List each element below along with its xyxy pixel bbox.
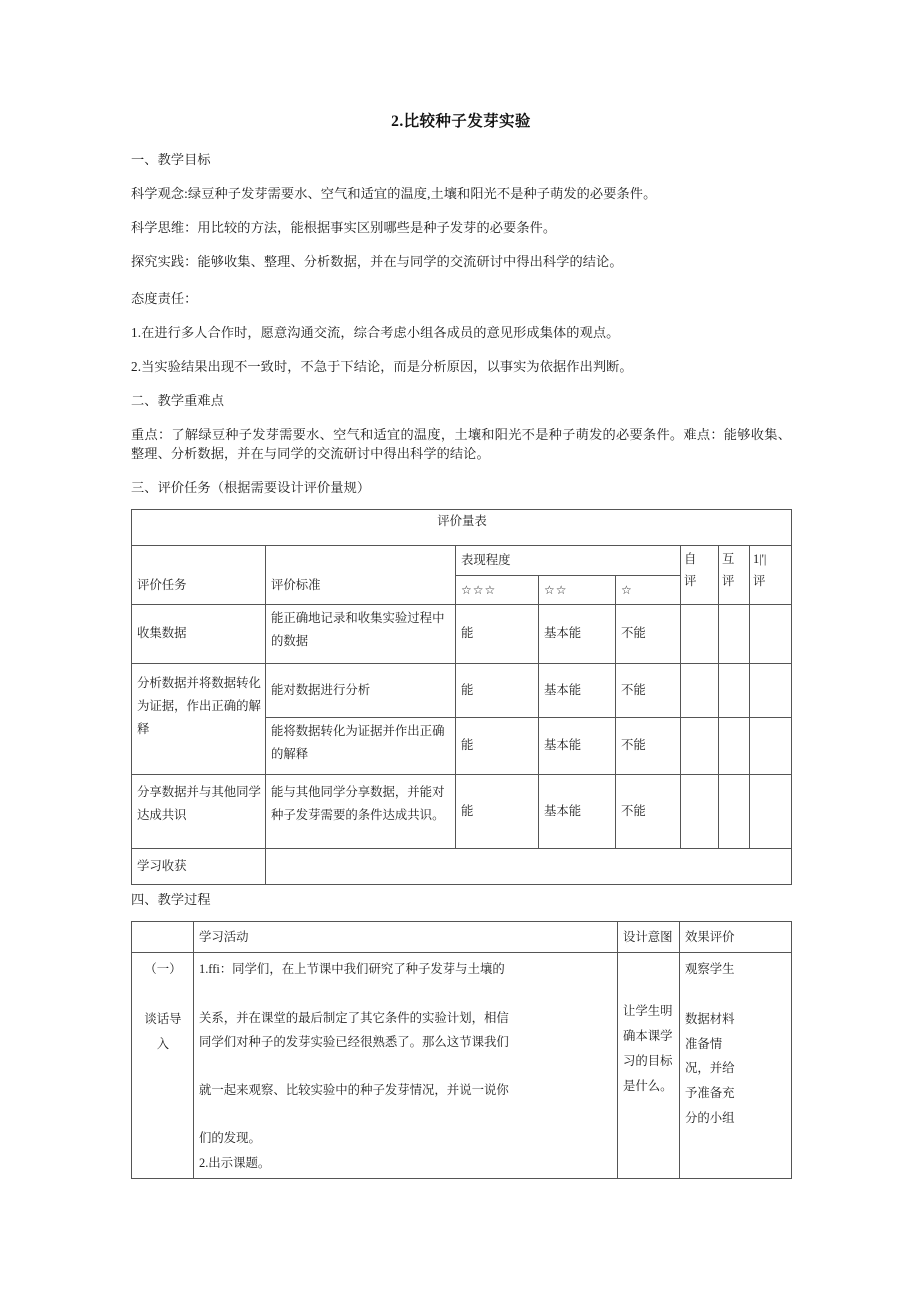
process-intent-cell bbox=[618, 953, 680, 1179]
header-self-eval-line2: 评 bbox=[684, 573, 697, 588]
rubric-teacher-1[interactable] bbox=[750, 663, 792, 717]
process-effect-line-2: 数据材料 bbox=[685, 1011, 735, 1026]
process-intent-line-3: 习的目标 bbox=[623, 1053, 673, 1068]
header-peer-eval-line1: 互 bbox=[722, 551, 735, 566]
rubric-teacher-3[interactable] bbox=[750, 774, 792, 848]
header-teacher-eval bbox=[750, 545, 792, 604]
process-stage-line3: 入 bbox=[156, 1036, 170, 1051]
header-teacher-eval-line1: 1|'| bbox=[753, 551, 767, 566]
rubric-self-3[interactable] bbox=[681, 774, 719, 848]
header-criteria: 评价标准 bbox=[266, 545, 456, 604]
rubric-task-1: 分析数据并将数据转化为证据，作出正确的解释 bbox=[132, 663, 266, 774]
process-activity-line-4: 就一起来观察、比较实验中的种子发芽情况，并说一说你 bbox=[199, 1083, 509, 1098]
rubric-low-1: 不能 bbox=[616, 663, 681, 717]
rubric-high-2: 能 bbox=[456, 717, 539, 774]
rubric-peer-0[interactable] bbox=[719, 605, 750, 664]
table-row-header bbox=[132, 921, 792, 953]
process-stage-line1: （一） bbox=[144, 962, 182, 977]
header-peer-eval-line2: 评 bbox=[722, 573, 735, 588]
process-header-intent: 设计意图 bbox=[618, 921, 680, 953]
rubric-high-0: 能 bbox=[456, 605, 539, 664]
process-table bbox=[131, 921, 792, 1179]
section-heading-process: 四、教学过程 bbox=[131, 891, 211, 907]
table-row-header bbox=[132, 545, 792, 575]
rubric-table bbox=[131, 509, 792, 885]
rubric-criteria-2: 能将数据转化为证据并作出正确的解释 bbox=[266, 717, 456, 774]
process-activity-cell bbox=[194, 953, 618, 1179]
page-title: 2.比较种子发芽实验 bbox=[391, 113, 531, 130]
objective-science-thinking: 科学思维：用比较的方法，能根据事实区别哪些是种子发芽的必要条件。 bbox=[131, 219, 557, 235]
section-heading-objectives: 一、教学目标 bbox=[131, 152, 211, 168]
rubric-caption: 评价量表 bbox=[132, 509, 792, 545]
header-performance: 表现程度 bbox=[456, 545, 681, 575]
rubric-task-0: 收集数据 bbox=[132, 605, 266, 664]
level-low-stars: ☆ bbox=[616, 575, 681, 604]
header-task: 评价任务 bbox=[132, 545, 266, 604]
process-intent-line-2: 确本课学 bbox=[623, 1028, 673, 1043]
rubric-peer-3[interactable] bbox=[719, 774, 750, 848]
rubric-mid-0: 基本能 bbox=[539, 605, 616, 664]
header-self-eval bbox=[681, 545, 719, 604]
process-effect-line-1: 观察学生 bbox=[685, 962, 735, 977]
process-intent-line-4: 是什么。 bbox=[623, 1078, 673, 1093]
table-row bbox=[132, 953, 792, 1179]
rubric-peer-1[interactable] bbox=[719, 663, 750, 717]
rubric-self-2[interactable] bbox=[681, 717, 719, 774]
rubric-teacher-2[interactable] bbox=[750, 717, 792, 774]
process-activity-line-1: 1.ffi：同学们，在上节课中我们研究了种子发芽与土壤的 bbox=[199, 962, 505, 977]
table-row-footer bbox=[132, 848, 792, 884]
rubric-high-1: 能 bbox=[456, 663, 539, 717]
document-content bbox=[131, 0, 791, 1179]
process-effect-line-4: 况，并给 bbox=[685, 1061, 735, 1076]
process-activity-line-6: 2.出示课题。 bbox=[199, 1155, 271, 1170]
header-peer-eval bbox=[719, 545, 750, 604]
process-effect-line-6: 分的小组 bbox=[685, 1111, 735, 1125]
rubric-low-3: 不能 bbox=[616, 774, 681, 848]
process-stage-line2: 谈话导 bbox=[144, 1011, 182, 1026]
objective-science-concept: 科学观念:绿豆种子发芽需要水、空气和适宜的温度,土壤和阳光不是种子萌发的必要条件。 bbox=[131, 185, 657, 201]
process-intent-line-1: 让学生明 bbox=[623, 1004, 673, 1019]
objective-inquiry-practice: 探究实践：能够收集、整理、分析数据，并在与同学的交流研讨中得出科学的结论。 bbox=[131, 253, 623, 269]
process-activity-line-3: 同学们对种子的发芽实验已经很熟悉了。那么这节课我们 bbox=[199, 1034, 509, 1049]
process-effect-cell bbox=[680, 953, 792, 1179]
rubric-task-3: 分享数据并与其他同学达成共识 bbox=[132, 774, 266, 848]
section-heading-evaluation: 三、评价任务（根据需要设计评价量规） bbox=[131, 480, 371, 496]
table-row bbox=[132, 605, 792, 664]
rubric-peer-2[interactable] bbox=[719, 717, 750, 774]
rubric-low-0: 不能 bbox=[616, 605, 681, 664]
attitude-item-2: 2.当实验结果出现不一致时，不急于下结论，而是分析原因，以事实为依据作出判断。 bbox=[131, 358, 633, 374]
process-header-blank bbox=[132, 921, 194, 953]
rubric-high-3: 能 bbox=[456, 774, 539, 848]
level-mid-stars: ☆☆ bbox=[539, 575, 616, 604]
rubric-footer-label: 学习收获 bbox=[132, 848, 266, 884]
keypoints-text: 重点：了解绿豆种子发芽需要水、空气和适宜的温度，土壤和阳光不是种子萌发的必要条件。难点：能够收集、整理、分析数据，并在与同学的交流研讨中得出科学的结论。 bbox=[131, 426, 791, 462]
table-row bbox=[132, 663, 792, 717]
header-teacher-eval-line2: 评 bbox=[753, 573, 766, 588]
rubric-self-1[interactable] bbox=[681, 663, 719, 717]
attitude-heading: 态度责任： bbox=[131, 291, 198, 307]
rubric-teacher-0[interactable] bbox=[750, 605, 792, 664]
table-row-caption bbox=[132, 509, 792, 545]
rubric-footer-value[interactable] bbox=[266, 848, 792, 884]
process-activity-line-5: 们的发现。 bbox=[199, 1131, 261, 1146]
rubric-mid-2: 基本能 bbox=[539, 717, 616, 774]
rubric-low-2: 不能 bbox=[616, 717, 681, 774]
rubric-criteria-3: 能与其他同学分享数据，并能对种子发芽需要的条件达成共识。 bbox=[266, 774, 456, 848]
rubric-criteria-0: 能正确地记录和收集实验过程中的数据 bbox=[266, 605, 456, 664]
process-header-activity: 学习活动 bbox=[194, 921, 618, 953]
level-high-stars: ☆☆☆ bbox=[456, 575, 539, 604]
section-heading-keypoints: 二、教学重难点 bbox=[131, 392, 225, 408]
rubric-mid-1: 基本能 bbox=[539, 663, 616, 717]
rubric-mid-3: 基本能 bbox=[539, 774, 616, 848]
table-row bbox=[132, 774, 792, 848]
attitude-item-1: 1.在进行多人合作时，愿意沟通交流，综合考虑小组各成员的意见形成集体的观点。 bbox=[131, 325, 620, 341]
process-effect-line-3: 准备情 bbox=[685, 1036, 723, 1051]
process-activity-line-2: 关系，并在课堂的最后制定了其它条件的实验计划，相信 bbox=[199, 1010, 509, 1025]
header-self-eval-line1: 自 bbox=[684, 551, 697, 566]
rubric-criteria-1: 能对数据进行分析 bbox=[266, 663, 456, 717]
rubric-self-0[interactable] bbox=[681, 605, 719, 664]
process-header-effect: 效果评价 bbox=[680, 921, 792, 953]
process-effect-line-5: 予准备充 bbox=[685, 1086, 735, 1101]
process-stage-cell bbox=[132, 953, 194, 1179]
